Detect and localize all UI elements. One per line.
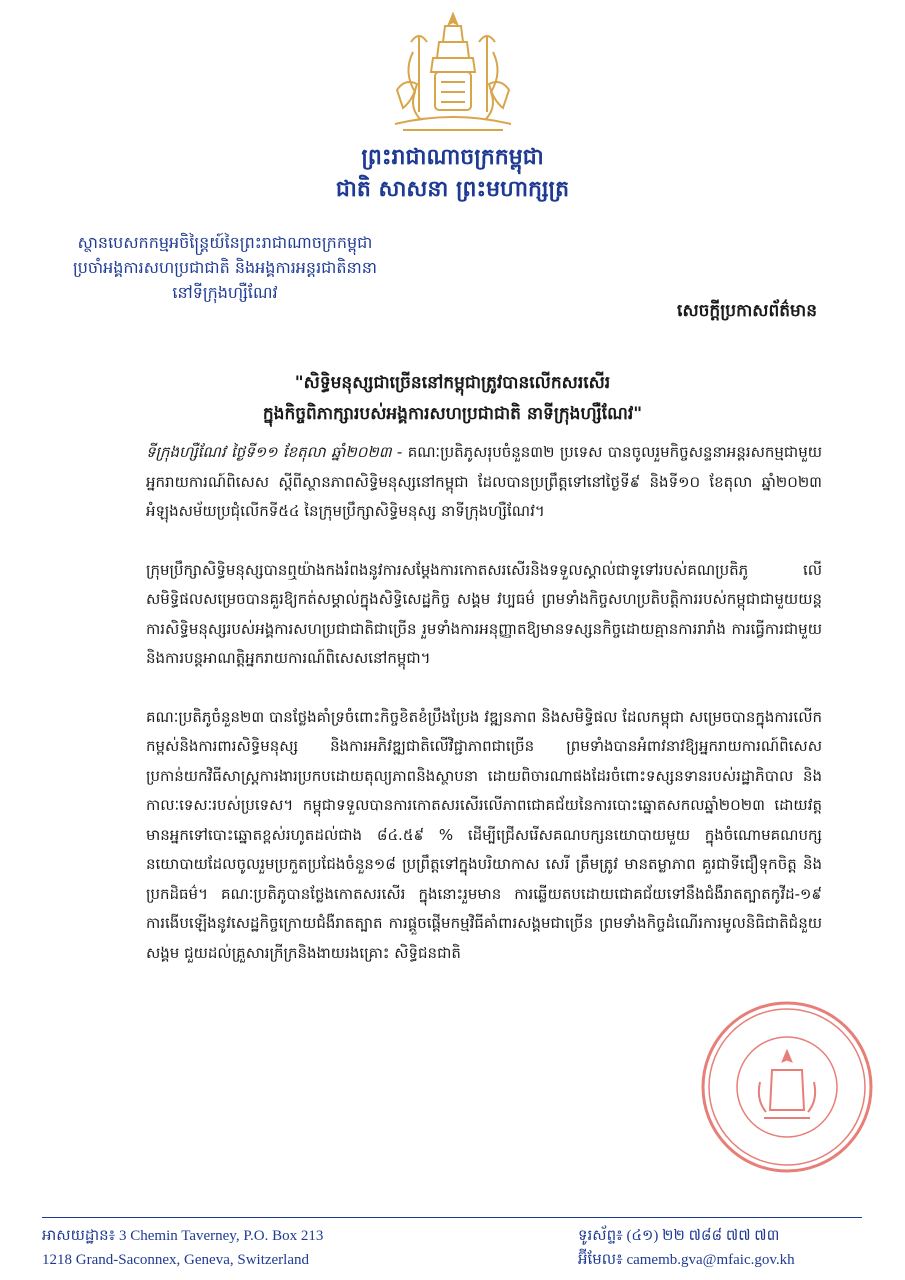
mission-line: ស្ថានបេសកកម្មអចិន្ត្រៃយ៍នៃព្រះរាជាណាចក្រកម្ពុជា bbox=[77, 233, 373, 252]
headline-line: "សិទ្ធិមនុស្សជាច្រើននៅកម្ពុជាត្រូវបានលើកសរសើរ bbox=[294, 373, 611, 393]
official-seal-icon bbox=[700, 1000, 875, 1175]
headline-line: ក្នុងកិច្ចពិភាក្សារបស់អង្គការសហប្រជាជាតិ នាទីក្រុងហ្សឺណែវ" bbox=[262, 404, 643, 424]
mission-line: ប្រចាំអង្គការសហប្រជាជាតិ និងអង្គការអន្តរជាតិនានា bbox=[72, 258, 378, 277]
address-line: 1218 Grand-Saconnex, Geneva, Switzerland bbox=[42, 1252, 309, 1268]
footer-address bbox=[42, 1224, 323, 1272]
email-address[interactable]: camemb.gva@mfaic.gov.kh bbox=[626, 1252, 795, 1268]
document-type: សេចក្តីប្រកាសព័ត៌មាន bbox=[677, 301, 817, 321]
kingdom-name: ព្រះរាជាណាចក្រកម្ពុជា bbox=[361, 145, 544, 170]
footer-divider bbox=[42, 1217, 862, 1218]
phone-label: ទូរស័ព្ទ៖ bbox=[578, 1228, 623, 1244]
address-label: អាសយដ្ឋាន៖ bbox=[42, 1228, 116, 1244]
paragraph-text: - គណៈប្រតិភូសរុបចំនួន៣២ ប្រទេស បានចូលរួមកិច្ចសន្ទនាអន្តរសកម្មជាមួយអ្នករាយការណ៍ពិសេស ស្តីពីស្ថានភាពសិទ្ធិមនុស្សនៅកម្ពុជា ដែលបានប្រព្រឹត្តទៅនៅថ្ងៃទី៩ និងទី១០ ខែតុលា ឆ្នាំ២០២៣ អំឡុងសម័យប្រជុំលើកទី៥៤ នៃក្រុមប្រឹក្សាសិទ្ធិមនុស្ស នាទីក្រុងហ្សឺណែវ។ bbox=[146, 443, 823, 520]
mission-line: នៅទីក្រុងហ្សឺណែវ bbox=[172, 283, 278, 302]
body-paragraph bbox=[146, 438, 822, 527]
footer-contact bbox=[578, 1224, 795, 1272]
phone-number: (៤១) ២២ ៧៨៨ ៧៧ ៧៣ bbox=[626, 1228, 780, 1244]
national-motto: ជាតិ សាសនា ព្រះមហាក្សត្រ bbox=[335, 177, 570, 202]
mission-name bbox=[30, 230, 420, 305]
press-release-headline bbox=[0, 368, 905, 430]
dateline: ទីក្រុងហ្សឺណែវ ថ្ងៃទី១១ ខែតុលា ឆ្នាំ២០២៣ bbox=[146, 443, 392, 461]
press-release-body bbox=[146, 438, 822, 997]
kingdom-heading bbox=[0, 142, 905, 206]
body-paragraph: គណៈប្រតិភូចំនួន២៣ បានថ្លែងគាំទ្រចំពោះកិច្ចខិតខំប្រឹងប្រែង វឌ្ឍនភាព និងសមិទ្ធិផល ដែលកម្ពុជា សម្រេចបានក្នុងការលើកកម្ពស់និងការពារសិទ្ធិមនុស្ស និងការអភិវឌ្ឍជាតិលើវិជ្ជាភាពជាច្រើន ព្រមទាំងបានអំពាវនាវឱ្យអ្នករាយការណ៍ពិសេស ប្រកាន់យកវិធីសាស្ត្រការងារប្រកបដោយតុល្យភាពនិងស្ថាបនា ដោយពិចារណាផងដែរចំពោះទស្សនទានរបស់រដ្ឋាភិបាល និងកាលៈទេសៈរបស់ប្រទេស។ កម្ពុជាទទួលបានការកោតសរសើរលើភាពជោគជ័យនៃការបោះឆ្នោតសកលឆ្នាំ២០២៣ ដោយវត្តមានអ្នកទៅបោះឆ្នោតខ្ពស់រហូតដល់ជាង ៨៤.៥៩ % ដើម្បីជ្រើសរើសគណបក្សនយោបាយមួយ ក្នុងចំណោមគណបក្សនយោបាយដែលចូលរួមប្រកួតប្រជែងចំនួន១៨ ប្រព្រឹត្តទៅក្នុងបរិយាកាស សេរី ត្រឹមត្រូវ មានតម្លាភាព គួរជាទីជឿទុកចិត្ត និងប្រកដិធម៌។ គណៈប្រតិភូបានថ្លែងកោតសរសើរ ក្នុងនោះរួមមាន ការឆ្លើយតបដោយជោគជ័យទៅនឹងជំងឺរាតត្បាតកូវីដ-១៩ ការងើបឡើងនូវសេដ្ឋកិច្ចក្រោយជំងឺរាតត្បាត ការផ្តួចផ្តើមកម្មវិធីគាំពារសង្គមជាច្រើន ព្រមទាំងកិច្ចដំណើរការមូលនិធិជាតិជំនួយសង្គម ជួយដល់គ្រួសារក្រីក្រនិងងាយរងគ្រោះ សិទ្ធិជនជាតិ bbox=[146, 707, 822, 962]
royal-emblem-icon bbox=[383, 12, 523, 137]
email-label: អ៊ីមែល៖ bbox=[578, 1252, 623, 1268]
address-line: 3 Chemin Taverney, P.O. Box 213 bbox=[119, 1228, 324, 1244]
body-paragraph: ក្រុមប្រឹក្សាសិទ្ធិមនុស្សបានឮយ៉ាងកងរំពងនូវការសម្តែងការកោតសរសើរនិងទទួលស្គាល់ជាទូទៅរបស់គណប្រតិភូ លើសមិទ្ធិផលសម្រេចបានគួរឱ្យកត់សម្គាល់ក្នុងសិទ្ធិសេដ្ឋកិច្ច សង្គម វប្បធម៌ ព្រមទាំងកិច្ចសហប្រតិបត្តិការរបស់កម្ពុជាជាមួយយន្តការសិទ្ធិមនុស្សរបស់អង្គការសហប្រជាជាតិជាច្រើន រួមទាំងការអនុញ្ញាតឱ្យមានទស្សនកិច្ចដោយគ្មានការរារាំង ការធ្វើការជាមួយ និងការបន្តអាណត្តិអ្នករាយការណ៍ពិសេសនៅកម្ពុជា។ bbox=[146, 560, 822, 667]
